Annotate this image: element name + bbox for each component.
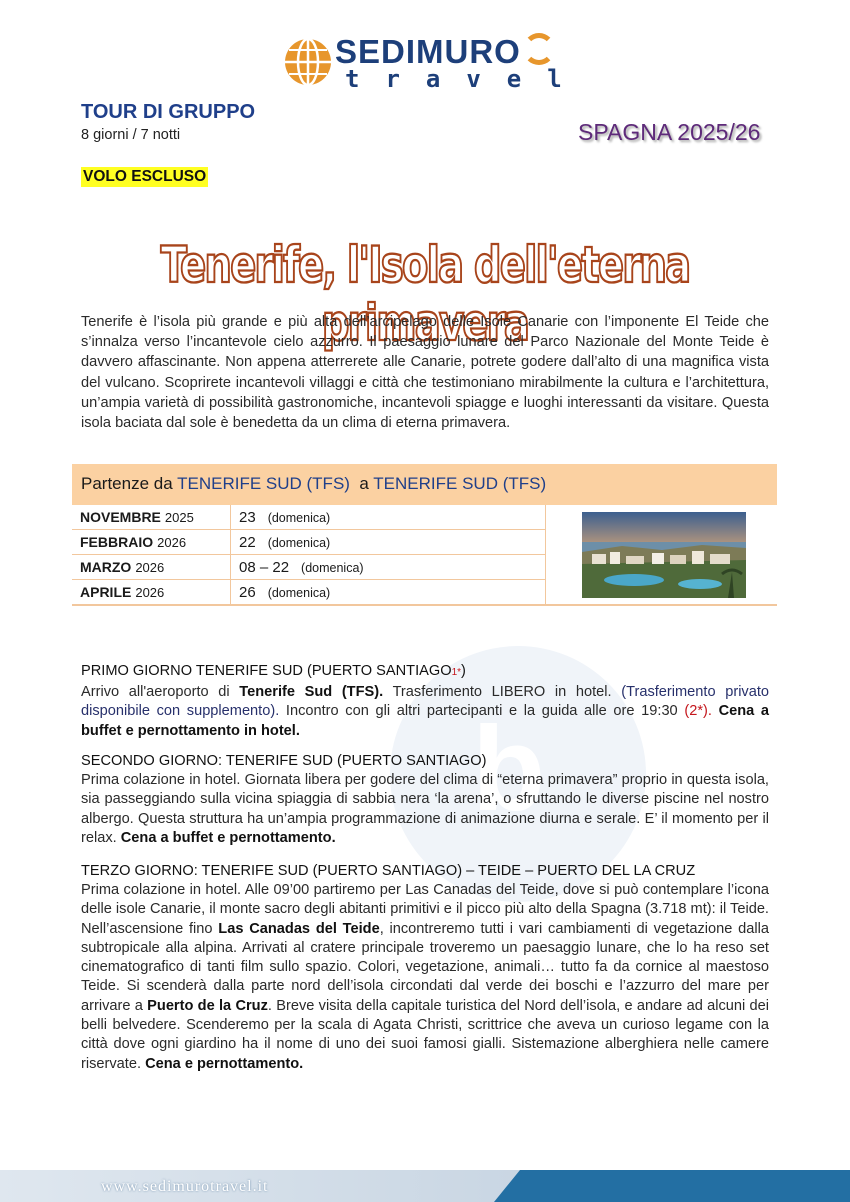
day-3-section	[81, 861, 769, 1074]
destination-label: SPAGNA 2025/26	[578, 119, 761, 145]
day-1-bold-2: Cena a buffet e pernottamento in hotel.	[81, 703, 770, 739]
logo-ring-icon	[523, 33, 555, 65]
tenerife-photo	[582, 512, 746, 598]
day-3-bold-3: Cena e pernottamento.	[145, 1055, 304, 1072]
tour-type: TOUR DI GRUPPO	[81, 101, 256, 123]
departure-dates: 08 – 22	[239, 558, 290, 576]
departures-prefix: Partenze da	[81, 474, 173, 493]
departure-weekday: (domenica)	[267, 585, 331, 600]
departures-from: TENERIFE SUD (TFS)	[177, 474, 350, 493]
page-title: Tenerife, l'Isola dell'eterna primavera	[160, 236, 690, 352]
departure-dates: 26	[239, 583, 256, 601]
departures-table	[72, 505, 777, 606]
day-1-text-1: Arrivo all'aeroporto di	[81, 684, 230, 700]
departure-weekday: (domenica)	[301, 560, 364, 575]
month-name: APRILE	[80, 584, 132, 600]
day-2-title: SECONDO GIORNO: TENERIFE SUD (PUERTO SANTIAGO)	[81, 753, 487, 769]
departure-dates: 22	[239, 533, 256, 551]
table-row	[72, 505, 777, 530]
departures-header	[72, 464, 777, 505]
brand-logo	[283, 33, 588, 93]
day-3-bold-1: Las Canadas del Teide	[218, 920, 380, 937]
month-year: 2025	[164, 510, 194, 525]
departures-connector: a	[359, 474, 369, 493]
day-3-title: TERZO GIORNO: TENERIFE SUD (PUERTO SANTIAGO) – TEIDE – PUERTO DEL LA CRUZ	[81, 863, 696, 879]
day-1-body	[81, 683, 769, 741]
day-1-text-2: Trasferimento LIBERO in hotel.	[392, 684, 612, 700]
day-1-title-close: )	[461, 663, 466, 679]
footer-bar	[0, 1170, 850, 1202]
departure-weekday: (domenica)	[267, 535, 331, 550]
globe-icon	[283, 37, 333, 87]
day-2-text-1: Prima colazione in hotel. Giornata libera per godere del clima di “eterna primavera” proprio in questa isola, sia passeggiando sulla vicina spiaggia di sabbia nera ‘la arena’, o sfruttando le diverse piscine nel nostro albergo. Questa struttura ha un’ampia programmazione di animazione diurna e serale. E’ il momento per il relax.	[81, 772, 769, 846]
intro-paragraph: Tenerife è l’isola più grande e più alta dell’arcipelago delle Isole Canarie con l’imponente El Teide che s’innalza verso l’incantevole cielo azzurro. Il paesaggio lunare del Parco Nazionale del Monte Teide è davvero affascinante. Non appena atterrerete alle Canarie, potrete godere dall’alto di una magnifica vista del vulcano. Scoprirete incantevoli villaggi e città che testimoniano mirabilmente la cultura e l’architettura, un’ampia varietà di possibilità gastronomiche, incantevoli spiagge e luoghi interessanti da visitare. Questa isola baciata dal sole è benedetta da un clima di eterna primavera.	[81, 314, 769, 432]
day-1-footnote-mark: (2*).	[684, 703, 712, 720]
day-2-bold-1: Cena a buffet e pernottamento.	[120, 829, 336, 846]
tour-duration: 8 giorni / 7 notti	[81, 127, 181, 143]
logo-sub: travel	[345, 65, 588, 93]
departure-dates: 23	[239, 508, 256, 526]
day-2-body	[81, 771, 769, 848]
day-3-text-3: . Breve visita della capitale turistica del Nord dell’isola, e andare ad alcuni dei belli belvedere. Scenderemo per la scala di Agata Christi, scrittrice che aveva un curioso legame con la città dove ogni giardino ha il nome di uno dei suoi famosi gialli. Sistemazione alberghiera nelle camere riservate.	[81, 997, 769, 1072]
day-3-body	[81, 881, 769, 1074]
watermark-logo-icon: b	[472, 702, 546, 836]
day-1-text-3: Incontro con gli altri partecipanti e la guida alle ore 19:30	[285, 703, 678, 720]
tenerife-photo-image	[582, 512, 746, 598]
footer-url[interactable]: www.sedimurotravel.it	[101, 1178, 269, 1195]
day-3-text-2: , incontreremo tutti i vari cambiamenti di vegetazione dalla subtropicale alla alpina. Arrivati al cratere principale troveremo un paesaggio lunare, che lo ha reso set cinematografico di tanti film sullo spazio. Colori, vegetazione, animali… tutto fa da cornice al maestoso Teide. Si scenderà dalla parte nord dell’isola circondati dal verde dei boschi e l’azzurro del mare per arrivare a	[81, 920, 769, 1014]
day-1-supplement-note: (Trasferimento privato disponibile con supplemento).	[81, 684, 770, 720]
month-name: NOVEMBRE	[80, 509, 161, 525]
month-year: 2026	[135, 560, 165, 575]
month-name: MARZO	[80, 559, 132, 575]
month-year: 2026	[157, 535, 187, 550]
day-2-section	[81, 751, 769, 848]
departures-to: TENERIFE SUD (TFS)	[373, 474, 547, 493]
month-name: FEBBRAIO	[80, 534, 154, 550]
month-year: 2026	[135, 585, 165, 600]
day-1-title-mark: 1*	[451, 667, 462, 678]
day-3-text-1: Prima colazione in hotel. Alle 09’00 partiremo per Las Canadas del Teide, dove si può contemplare l’icona delle isole Canarie, il monte sacro degli abitanti primitivi e il picco più alto della Spagna (3.718 mt): il Teide. Nell’ascensione fino	[81, 882, 769, 937]
day-1-title: PRIMO GIORNO TENERIFE SUD (PUERTO SANTIAGO	[81, 663, 452, 679]
logo-brand: SEDIMURO	[335, 33, 521, 70]
day-3-bold-2: Puerto de la Cruz	[147, 997, 268, 1014]
day-1-section	[81, 661, 769, 741]
day-1-bold-1: Tenerife Sud (TFS).	[239, 684, 384, 700]
flight-note: VOLO ESCLUSO	[83, 168, 207, 185]
departure-weekday: (domenica)	[267, 510, 331, 525]
